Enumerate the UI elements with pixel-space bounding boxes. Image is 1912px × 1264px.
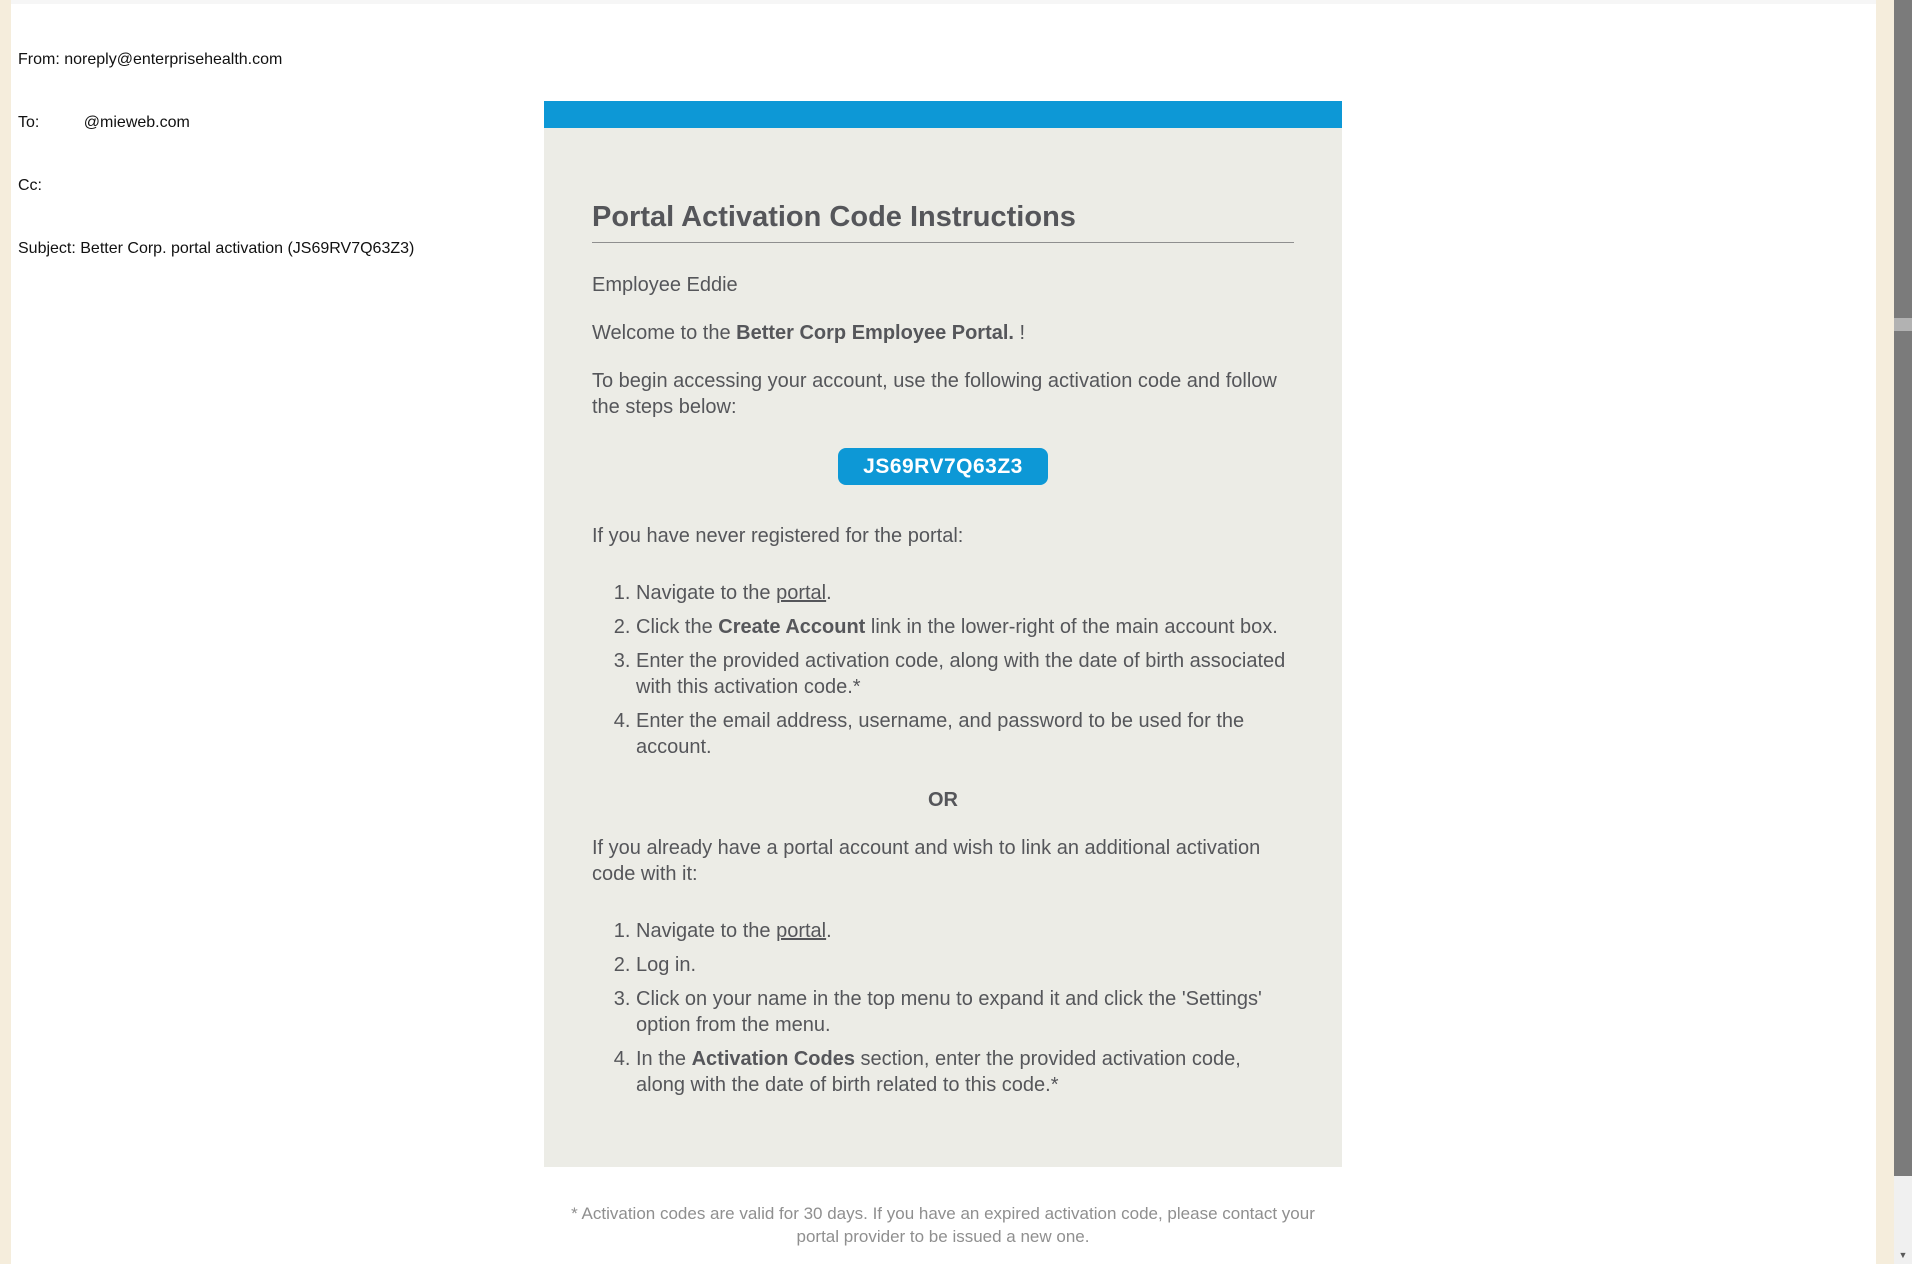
activation-code-badge: JS69RV7Q63Z3 bbox=[838, 448, 1048, 485]
scrollbar-notch[interactable] bbox=[1894, 318, 1912, 331]
intro-text: To begin accessing your account, use the following activation code and follow the steps below: bbox=[592, 370, 1277, 418]
scrollbar-thumb-main[interactable] bbox=[1894, 331, 1912, 1176]
page-title: Portal Activation Code Instructions bbox=[592, 201, 1076, 233]
list-item: 3. Click on your name in the top menu to expand it and click the 'Settings' option from the menu. bbox=[636, 986, 1294, 1038]
registration-steps-list bbox=[592, 580, 1294, 760]
list-item: 4. Enter the email address, username, and password to be used for the account. bbox=[636, 708, 1294, 760]
portal-link[interactable]: portal bbox=[776, 582, 827, 604]
footnote-text: * Activation codes are valid for 30 days. If you have an expired activation code, please contact your portal provider to be issued a new one. bbox=[571, 1204, 1315, 1246]
step-text: link in the lower-right of the main account box. bbox=[865, 616, 1278, 638]
step-text: Click the bbox=[636, 616, 719, 638]
activation-codes-label: Activation Codes bbox=[691, 1048, 855, 1070]
step-text: Navigate to the bbox=[636, 920, 777, 942]
list-item: 3. Enter the provided activation code, along with the date of birth associated with this activation code.* bbox=[636, 648, 1294, 700]
vertical-scrollbar[interactable] bbox=[1894, 0, 1912, 1264]
activation-code-container bbox=[592, 448, 1294, 485]
scroll-down-arrow-icon[interactable]: ▼ bbox=[1898, 1250, 1908, 1260]
link-code-steps-list bbox=[592, 918, 1294, 1098]
list-item bbox=[636, 614, 1294, 640]
title-divider bbox=[592, 242, 1294, 243]
list-item: 2. Log in. bbox=[636, 952, 1294, 978]
page-right-border bbox=[1876, 0, 1894, 1264]
step-text: In the bbox=[636, 1048, 692, 1070]
email-message-card bbox=[544, 101, 1342, 1167]
page-top-border bbox=[0, 0, 1894, 4]
welcome-suffix: ! bbox=[1013, 322, 1026, 344]
welcome-prefix: Welcome to the bbox=[592, 322, 737, 344]
or-divider: OR bbox=[928, 789, 958, 811]
email-accent-bar bbox=[544, 101, 1342, 128]
scrollbar-thumb-upper[interactable] bbox=[1894, 0, 1912, 318]
greeting-text: Employee Eddie bbox=[592, 274, 738, 296]
step-text: . bbox=[826, 920, 832, 942]
step-text: Navigate to the bbox=[636, 582, 777, 604]
page-left-border bbox=[0, 0, 11, 1264]
welcome-portal-name: Better Corp Employee Portal. bbox=[736, 322, 1014, 344]
create-account-label: Create Account bbox=[718, 616, 866, 638]
list-item bbox=[636, 918, 1294, 944]
portal-link[interactable]: portal bbox=[776, 920, 827, 942]
welcome-text bbox=[592, 320, 1294, 346]
list-item bbox=[636, 1046, 1294, 1098]
section1-heading: If you have never registered for the portal: bbox=[592, 525, 964, 547]
header-to: To: @mieweb.com bbox=[18, 114, 190, 131]
list-item bbox=[636, 580, 1294, 606]
email-raw-headers bbox=[18, 7, 414, 280]
header-cc: Cc: bbox=[18, 177, 42, 194]
header-subject: Subject: Better Corp. portal activation (JS69RV7Q63Z3) bbox=[18, 240, 415, 257]
step-text: . bbox=[826, 582, 832, 604]
section2-heading: If you already have a portal account and wish to link an additional activation code with it: bbox=[592, 837, 1261, 885]
email-body bbox=[544, 128, 1342, 1167]
header-from: From: noreply@enterprisehealth.com bbox=[18, 51, 283, 68]
step-text: section, enter the provided activation code, along with the date of birth related to this code.* bbox=[636, 1048, 1241, 1096]
